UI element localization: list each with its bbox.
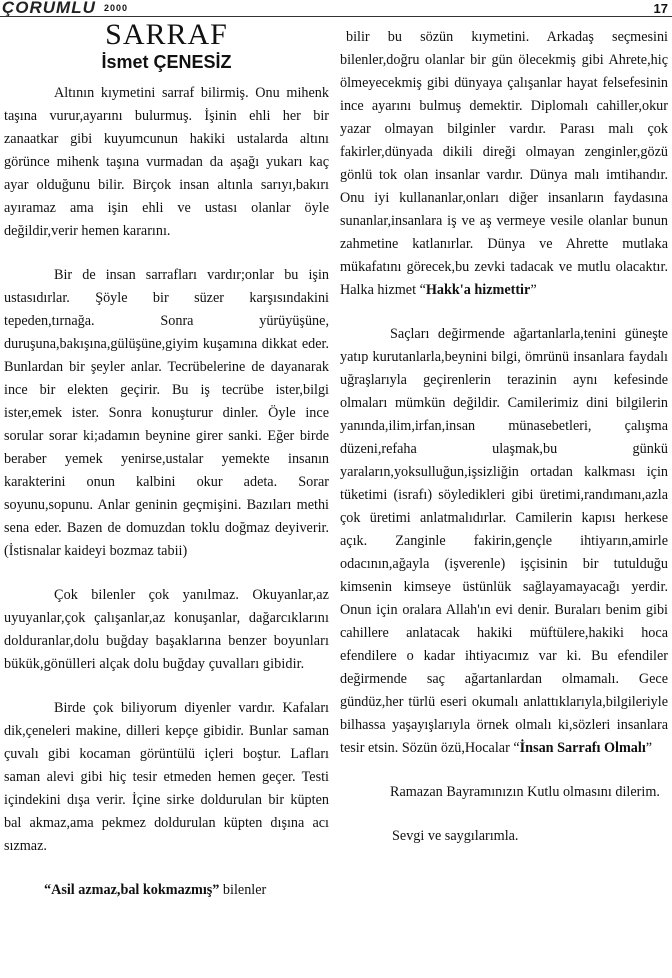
- header-rule: [0, 16, 672, 17]
- paragraph-continued: [4, 879, 329, 902]
- emphasis-phrase: Hakk'a hizmettir: [425, 282, 531, 298]
- page-header: [0, 0, 672, 18]
- left-body: [4, 82, 329, 902]
- paragraph-text: bilir bu sözün kıymetini. Arkadaş seçmesini bilenler,doğru olanlar bir gün ölecekmiş gibi Ahrete,hiç ölmeyecekmiş gibi dünyaya çalışanlar hayat felsefesinin ince ayarını bulmuş demektir. Diplomalı cahiller,okur yazar olmayan bilginler vardır. Parası malı çok fakirler,dünyada dikili direği olmayan zenginler,gözü gönlü tok olan insanlar vardır. Dünya malı imtihandır. Onu iyi kullananlar,onları diğer insanların faydasına sunanlar,insanlara iş ve aş vermeye vesile olanlar bunun zahmetine katlanırlar. Dünya ve Ahrette mutlaka mükafatını görecek,bu zevki tadacak ve mutlu olacaktır. Halka hizmet “: [340, 29, 668, 298]
- right-column: [340, 26, 668, 848]
- paragraph: Çok bilenler çok yanılmaz. Okuyanlar,az uyuyanlar,çok çalışanlar,az konuşanlar, dağarcıklarını dolduranlar,dolu buğday başaklarına benzer boyunları bükük,gönülleri alçak dolu buğday çuvalları gibidir.: [4, 587, 329, 672]
- paragraph: Bir de insan sarrafları vardır;onlar bu işin ustasıdırlar. Şöyle bir süzer karşısındakini tepeden,tırnağa. Sonra yürüyüşüne, duruşuna,bakışına,gülüşüne,giyim kuşamına dikkat eder. Bunlardan bir şeyler anlar. Tecrübelerine de dayanarak ince bir elekten geçirir. Bu iş tecrübe ister,bilgi ister,emek ister. Sonra konuşturur dinler. Öyle ince sorular sorar ki;adamın beynine girer sanki. Eğer birde beraber yemek yenirse,ustalar yemekte insanın karakterini onun kalbini okur adeta. Sorar soyunu,sopunu. Anlar geninin geçmişini. Bazıları methi sena eder. Bazen de domuzdan toklu doğmaz deyiverir. (İstisnalar kaideyi bozmaz tabii): [4, 267, 329, 559]
- paragraph-text: Saçları değirmende ağartanlarla,tenini güneşte yatıp kurutanlarla,beynini bilgi, ömrünü insanlara faydalı uğraşlarıyla geçirenlerin terazinin aynı kefesinde olmaları mümkün değildir. Camilerimiz dini bilgilerin yanında,ilim,irfan,insan münasebetleri, çalışma düzeni,refaha ulaşmak,bu günkü yaraların,yoksulluğun,işsizliğin ortadan kalkması için tüketimi (israfı) söyledikleri gibi üretimi,randımanı,azla çok üretimi anlatmalıdırlar. Camilerin kapısı herkese açık. Zanginle fakirin,gençle ihtiyarın,amirle odacının,ağayla (işverenle) işçisinin bir tutulduğu kimsenin kimseye üstünlük sağlayamayacağı yerdir. Onun için oralara Allah'ın evi denir. Buraları benim gibi cahillere anlatacak hakiki müftülere,hakiki hoca efendilere o kadar ihtiyacımız var ki. Bu efendiler değirmende saç ağartanlardan olmamalı. Gece gündüz,her türlü eseri okumalı anlattıklarıyla,bilgileriyle bilhassa yaşayışlarıyla örnek olmalı ki,sözleri insanlara tesir etsin. Sözün özü,Hocalar “: [340, 326, 668, 756]
- paragraph: Birde çok biliyorum diyenler vardır. Kafaları dik,çeneleri makine, dilleri kepçe gibidir. Bunlar saman çuvalı gibi kocaman görüntülü içleri boştur. Lafları saman alevi gibi hiç tesir etmeden hemen geçer. Testi içindekini dışa verir. İçine sirke doldurulan bir küpten bal akmaz,ama pekmez doldurulan küpten dışına acı sızmaz.: [4, 700, 329, 854]
- issue-year: 2000: [104, 3, 129, 13]
- article-title: SARRAF: [105, 18, 228, 51]
- paragraph: [340, 323, 668, 760]
- article-author: İsmet ÇENESİZ: [101, 52, 232, 72]
- emphasis-phrase: İnsan Sarrafı Olmalı: [519, 740, 646, 756]
- signoff: Sevgi ve saygılarımla.: [392, 828, 519, 844]
- magazine-logo: ÇORUMLU: [2, 0, 96, 17]
- closing-quote: ”: [530, 282, 537, 298]
- closing-quote: ”: [645, 740, 653, 756]
- proverb-quote: “Asil azmaz,bal kokmazmış”: [44, 882, 220, 898]
- paragraph: [340, 26, 668, 302]
- closing-wish: Ramazan Bayramınızın Kutlu olmasını dilerim.: [390, 784, 660, 800]
- paragraph-text: bilenler: [222, 882, 267, 898]
- paragraph: Altının kıymetini sarraf bilirmiş. Onu mihenk taşına vurur,ayarını bulurmuş. İşinin ehli her bir zanaatkar gibi kuyumcunun hakiki ustalarda altını görünce mihenk taşına vurmadan da aşağı yukarı kaç ayar olduğunu bilir. Birçok insan altınla sarıyı,bakırı ayıramaz ama işin ehli ve ustası olanlar öyle değildir,verir hemen kararını.: [4, 85, 329, 239]
- page-number: 17: [653, 1, 668, 16]
